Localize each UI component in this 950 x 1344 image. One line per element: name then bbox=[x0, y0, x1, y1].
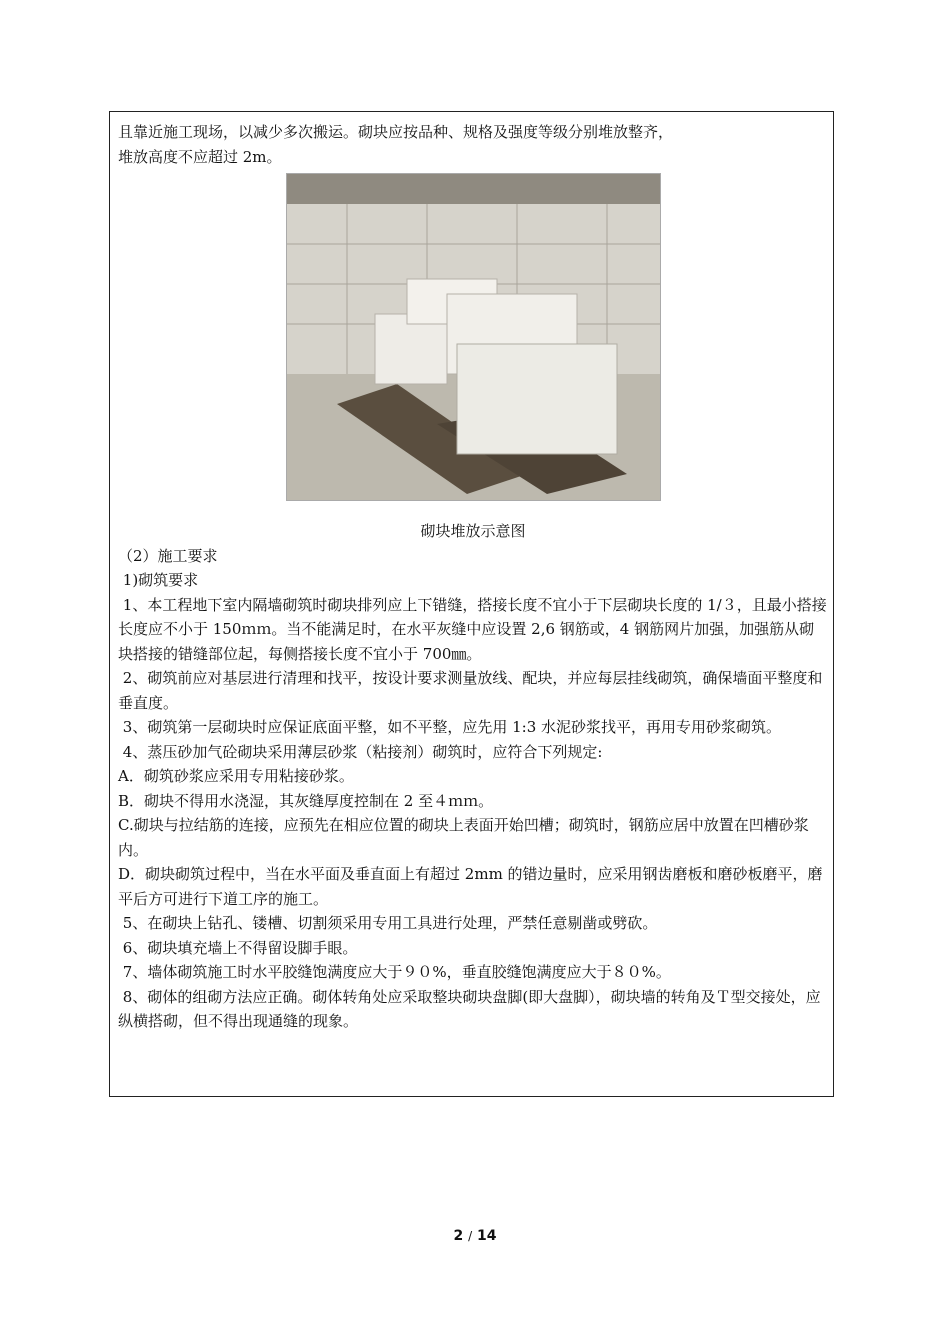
paragraph: C.砌块与拉结筋的连接，应预先在相应位置的砌块上表面开始凹槽；砌筑时，钢筋应居中放置在凹槽砂浆内。 bbox=[118, 816, 809, 859]
figure-caption: 砌块堆放示意图 bbox=[420, 522, 526, 540]
page-separator: / bbox=[468, 1229, 473, 1243]
paragraph: 1、本工程地下室内隔墙砌筑时砌块排列应上下错缝，搭接长度不宜小于下层砌块长度的 1/３，且最小搭接长度应不小于 150ｍｍ。当不能满足时，在水平灰缝中应设置 2,6 钢筋或，4 钢筋网片加强，加强筋从砌块搭接的错缝部位起，每侧搭接长度不宜小于 700㎜。 bbox=[118, 595, 827, 663]
paragraph: 3、砌筑第一层砌块时应保证底面平整，如不平整，应先用 1:3 水泥砂浆找平，再用专用砂浆砌筑。 bbox=[118, 718, 782, 736]
paragraph: 2、砌筑前应对基层进行清理和找平，按设计要求测量放线、配块，并应每层挂线砌筑，确保墙面平整度和垂直度。 bbox=[118, 669, 823, 712]
sub-heading: 1)砌筑要求 bbox=[118, 571, 199, 589]
section-heading: （2）施工要求 bbox=[118, 546, 218, 565]
document-body bbox=[118, 120, 828, 1034]
page-current: 2 bbox=[453, 1228, 464, 1244]
page-total: 14 bbox=[477, 1228, 497, 1244]
paragraph: D．砌块砌筑过程中，当在水平面及垂直面上有超过 2mm 的错边量时，应采用钢齿磨板和磨砂板磨平，磨平后方可进行下道工序的施工。 bbox=[118, 865, 823, 908]
intro-line: 且靠近施工现场，以减少多次搬运。砌块应按品种、规格及强度等级分别堆放整齐， bbox=[118, 123, 674, 141]
paragraph: 5、在砌块上钻孔、镂槽、切割须采用专用工具进行处理，严禁任意剔凿或劈砍。 bbox=[118, 914, 658, 932]
paragraph: 6、砌块填充墙上不得留设脚手眼。 bbox=[118, 938, 358, 957]
block-stacking-photo bbox=[286, 173, 661, 501]
paragraph: 7、墙体砌筑施工时水平胶缝饱满度应大于９０%，垂直胶缝饱满度应大于８０%。 bbox=[118, 963, 671, 981]
paragraph: A．砌筑砂浆应采用专用粘接砂浆。 bbox=[118, 767, 354, 785]
paragraph: B．砌块不得用水浇湿，其灰缝厚度控制在 2 至４ｍｍ。 bbox=[118, 791, 494, 810]
paragraph: 4、蒸压砂加气砼砌块采用薄层砂浆（粘接剂）砌筑时，应符合下列规定: bbox=[118, 742, 603, 761]
page-number bbox=[0, 1228, 950, 1244]
intro-line: 堆放高度不应超过 2m。 bbox=[118, 147, 282, 166]
paragraph: 8、砌体的组砌方法应正确。砌体转角处应采取整块砌块盘脚(即大盘脚），砌块墙的转角及Ｔ型交接处，应纵横搭砌，但不得出现通缝的现象。 bbox=[118, 987, 821, 1030]
